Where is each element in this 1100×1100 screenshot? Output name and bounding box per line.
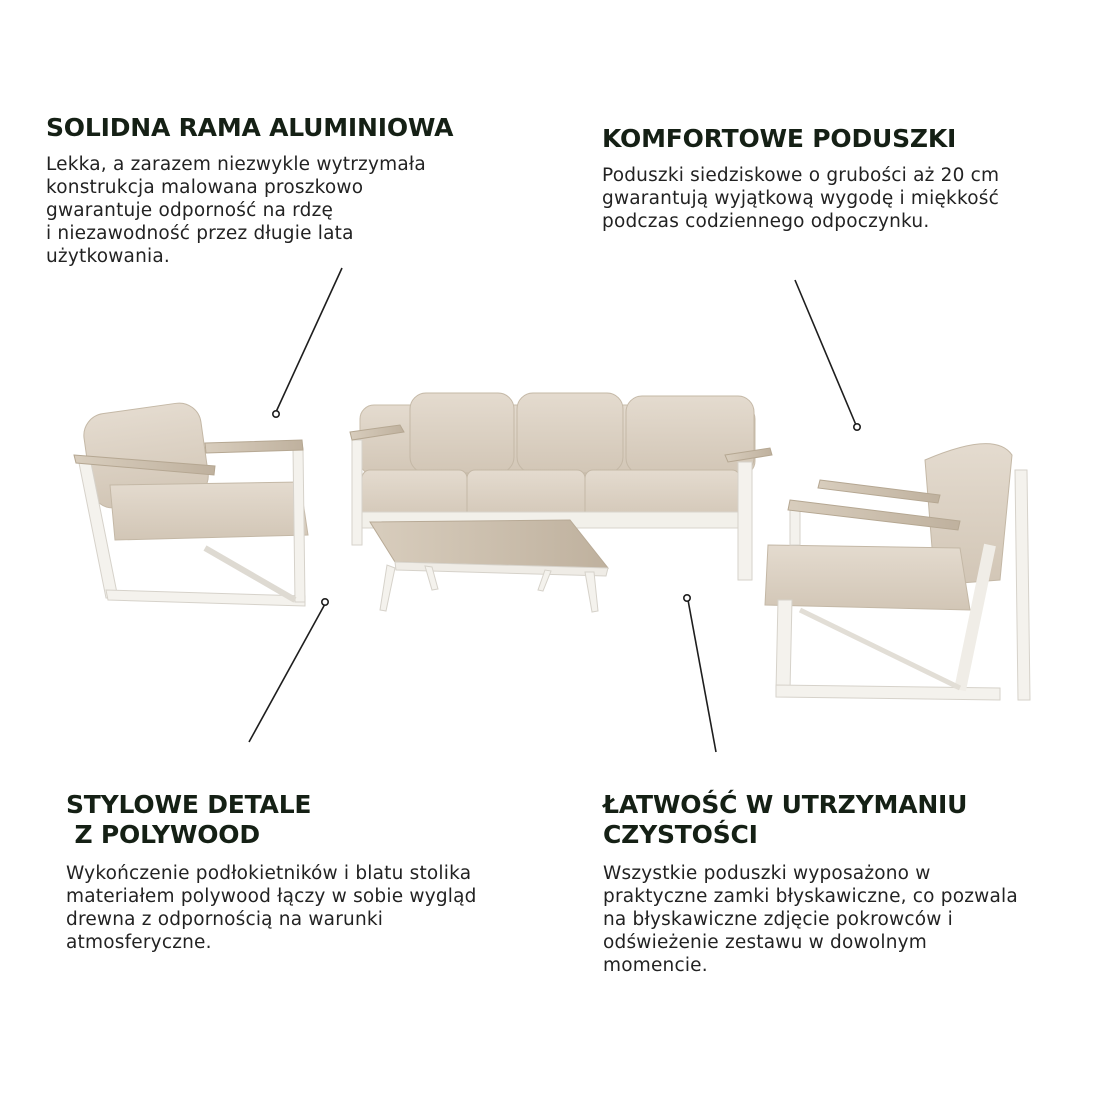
desc-line: użytkowania. [46,246,170,267]
callout-line-polywood [249,604,325,742]
desc-line: Lekka, a zarazem niezwykle wytrzymała [46,154,426,175]
title-line: STYLOWE DETALE [66,790,312,819]
desc-line: konstrukcja malowana proszkowo [46,177,364,198]
armchair-right [765,444,1030,700]
desc-line: Poduszki siedziskowe o grubości aż 20 cm [602,165,1000,186]
feature-polywood [66,790,477,954]
coffee-table [370,520,608,612]
feature-polywood-description [66,862,477,954]
callout-line-cushions [795,280,856,425]
desc-line: praktyczne zamki błyskawiczne, co pozwala [603,886,1018,907]
title-line: ŁATWOŚĆ W UTRZYMANIU [603,790,968,819]
callout-dot-cleaning [684,595,690,601]
desc-line: odświeżenie zestawu w dowolnym [603,932,927,953]
feature-cleaning-description [603,862,1018,977]
feature-cushions [602,124,999,233]
feature-frame [46,113,453,268]
desc-line: Wszystkie poduszki wyposażono w [603,863,931,884]
callout-line-cleaning [688,600,716,752]
desc-line: i niezawodność przez długie lata [46,223,354,244]
feature-frame-title: SOLIDNA RAMA ALUMINIOWA [46,113,454,142]
desc-line: gwarantuje odporność na rdzę [46,200,334,221]
desc-line: materiałem polywood łączy w sobie wygląd [66,886,477,907]
callout-dot-frame [273,411,279,417]
desc-line: gwarantują wyjątkową wygodę i miękkość [602,188,999,209]
feature-cleaning-title [603,790,1018,850]
title-line: CZYSTOŚCI [603,820,758,849]
feature-frame-description [46,153,453,268]
feature-cushions-description [602,164,999,233]
desc-line: podczas codziennego odpoczynku. [602,211,930,232]
feature-polywood-title [66,790,477,850]
title-line: Z POLYWOOD [66,820,260,849]
feature-cushions-title: KOMFORTOWE PODUSZKI [602,124,957,153]
feature-cleaning [603,790,1018,977]
desc-line: Wykończenie podłokietników i blatu stolika [66,863,472,884]
callout-dot-cushions [854,424,860,430]
callout-dot-polywood [322,599,328,605]
armchair-left [74,400,308,606]
desc-line: atmosferyczne. [66,932,212,953]
desc-line: na błyskawiczne zdjęcie pokrowców i [603,909,954,930]
callout-line-frame [276,268,342,412]
desc-line: momencie. [603,955,708,976]
desc-line: drewna z odpornością na warunki [66,909,384,930]
